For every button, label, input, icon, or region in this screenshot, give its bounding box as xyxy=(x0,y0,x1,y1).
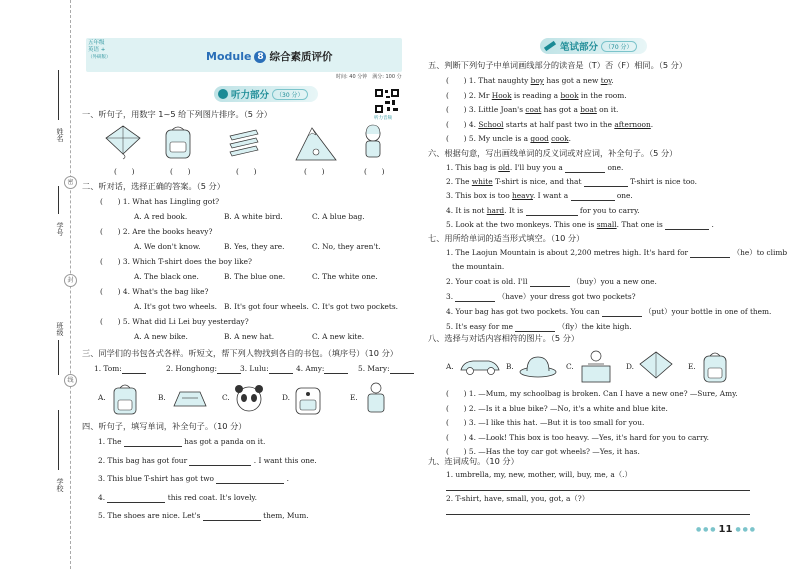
q6-text: for you to carry. xyxy=(577,205,640,215)
q7-item xyxy=(446,322,632,332)
q4-text-after: . xyxy=(284,474,290,483)
q6-text: . I'll buy you a xyxy=(509,163,566,172)
kite-picture xyxy=(100,124,146,160)
q9-answer-line[interactable] xyxy=(446,490,750,491)
q4-line xyxy=(98,511,309,521)
q5-text: ( ) 1. That naughty xyxy=(446,76,531,85)
q5-item[interactable] xyxy=(446,134,571,143)
q5-text: on it. xyxy=(596,105,619,115)
q6-item xyxy=(446,191,633,201)
q5-text: has got a xyxy=(541,105,581,115)
q2-option-c[interactable]: C. A blue bag. xyxy=(312,212,365,221)
pencils-picture xyxy=(226,126,266,160)
q4-text-after: . I want this one. xyxy=(251,455,317,465)
toy-car-picture xyxy=(458,354,502,378)
q7-answer-blank[interactable] xyxy=(455,292,495,302)
underlined-word: cook xyxy=(551,134,569,144)
backpack-picture xyxy=(160,124,196,162)
q3-answer-blank[interactable] xyxy=(217,364,241,374)
q3-name: 3. Lulu: xyxy=(240,364,269,373)
q5-item[interactable] xyxy=(446,91,627,100)
q2-question[interactable]: ( ) 4. What's the bag like? xyxy=(100,287,209,296)
q9-title: 九、连词成句。（10 分） xyxy=(428,456,519,466)
q3-answer-blank[interactable] xyxy=(324,364,348,374)
q8-letter: A. xyxy=(446,362,454,371)
q6-item xyxy=(446,163,623,173)
q6-text: . I want a xyxy=(532,191,571,201)
q2-question[interactable]: ( ) 1. What has Lingling got? xyxy=(100,197,220,206)
q3-letter: A. xyxy=(98,393,106,402)
title-text: 综合素质评价 xyxy=(269,51,333,63)
girl-picture xyxy=(358,124,388,162)
bag-d-picture xyxy=(292,382,324,416)
q5-text: ( ) 5. My uncle is a xyxy=(446,134,531,144)
q5-item[interactable] xyxy=(446,120,653,129)
q6-text: T-shirt is nice too. xyxy=(627,177,697,187)
q8-letter: B. xyxy=(506,362,514,371)
underlined-word: boy xyxy=(530,76,544,85)
underlined-word: boat xyxy=(580,105,597,115)
q7-answer-blank[interactable] xyxy=(515,322,555,332)
schoolbag-e-picture xyxy=(700,350,730,384)
badge-subject: 英语 + xyxy=(88,47,106,53)
q7-item xyxy=(446,307,771,317)
underlined-word: School xyxy=(478,119,504,129)
module-number: 8 xyxy=(254,51,266,63)
q8-item[interactable]: ( ) 1. —Mum, my schoolbag is broken. Can I have a new one? —Sure, Amy. xyxy=(446,389,738,398)
q9-answer-line[interactable] xyxy=(446,514,750,515)
q4-text-before: 2. This bag has got four xyxy=(98,455,190,465)
bag-a-picture xyxy=(110,382,140,416)
q8-item[interactable]: ( ) 3. —I like this hat. —But it is too small for you. xyxy=(446,418,645,428)
q7-text: 5. It's easy for me xyxy=(446,322,516,331)
q2-option-b[interactable]: B. A new hat. xyxy=(224,332,275,341)
q4-line xyxy=(98,493,257,503)
q5-text: ( ) 3. Little Joan's xyxy=(446,105,526,115)
q2-option-b[interactable]: B. The blue one. xyxy=(224,272,286,281)
q3-name-item xyxy=(94,364,146,374)
underlined-word: white xyxy=(471,177,493,187)
q6-title: 六、根据句意，写出画线单词的反义词或对应词，补全句子。（5 分） xyxy=(428,148,678,158)
written-title: 笔试部分 xyxy=(560,42,599,53)
q2-question[interactable]: ( ) 3. Which T-shirt does the boy like? xyxy=(100,257,252,266)
q3-letter: C. xyxy=(222,393,230,402)
q1-blank-4[interactable]: ( ) xyxy=(304,167,325,176)
class-line[interactable] xyxy=(58,340,69,375)
q4-text-before: 5. The shoes are nice. Let's xyxy=(98,511,203,520)
q8-item[interactable]: ( ) 2. —Is it a blue bike? —No, it's a white and blue kite. xyxy=(446,403,668,413)
q3-name-item xyxy=(296,364,348,374)
q7-text: 4. Your bag has got two pockets. You can xyxy=(446,307,602,316)
q1-blank-1[interactable]: ( ) xyxy=(114,167,135,176)
underlined-word: toy xyxy=(600,76,612,85)
school-label: 学校 xyxy=(56,478,64,492)
hat-picture xyxy=(518,352,558,380)
q4-answer-blank[interactable] xyxy=(107,493,165,503)
q2-option-a[interactable]: A. A new bike. xyxy=(134,332,188,341)
q3-name: 5. Mary: xyxy=(358,364,390,373)
q6-answer-blank[interactable] xyxy=(526,206,578,216)
q3-name-item xyxy=(358,364,414,374)
q3-name-item xyxy=(166,364,241,374)
q8-item[interactable]: ( ) 5. —Has the toy car got wheels? —Yes, it has. xyxy=(446,447,640,457)
q4-answer-blank[interactable] xyxy=(124,437,182,447)
q3-name-item xyxy=(240,364,293,374)
underlined-word: old xyxy=(498,163,510,172)
q5-text: in the room. xyxy=(578,90,627,100)
q7-text: 1. The Laojun Mountain is about 2,200 metres high. It's hard for xyxy=(446,248,691,257)
headphone-icon xyxy=(218,89,228,99)
mountain-picture xyxy=(294,122,338,162)
q8-letter: C. xyxy=(566,362,574,371)
q6-text: 2. The xyxy=(446,177,472,187)
q4-text-after: has got a panda on it. xyxy=(181,437,266,446)
underlined-word: coat xyxy=(525,105,542,115)
q5-text: starts at half past two in the xyxy=(503,119,615,129)
time-info: 时间: 40 分钟 满分: 100 分 xyxy=(336,74,402,80)
q7-text: （he）to climb xyxy=(730,248,788,257)
page-number: 11 xyxy=(718,524,733,535)
q6-answer-blank[interactable] xyxy=(665,220,709,230)
q1-blank-5[interactable]: ( ) xyxy=(364,167,385,176)
module-label: Module xyxy=(206,50,252,63)
q6-item xyxy=(446,220,714,230)
q7-item xyxy=(446,277,657,287)
q8-letter: D. xyxy=(626,362,635,371)
q3-name: 4. Amy: xyxy=(296,364,325,373)
q7-item xyxy=(446,292,636,302)
pen-icon xyxy=(544,41,556,51)
qr-code[interactable] xyxy=(374,88,400,114)
q6-text: T-shirt is nice, and that xyxy=(492,177,584,187)
q3-answer-blank[interactable] xyxy=(122,364,146,374)
q9-item: 1. umbrella, my, new, mother, will, buy, me, a（.） xyxy=(446,470,632,479)
listening-score: （30 分） xyxy=(272,89,308,100)
q1-blank-2[interactable]: ( ) xyxy=(170,167,191,176)
q2-option-b[interactable]: B. It's got four wheels. xyxy=(224,302,309,311)
q6-text: . It is xyxy=(504,205,526,215)
q6-item xyxy=(446,177,697,187)
q3-letter: E. xyxy=(350,393,358,402)
q3-letter: B. xyxy=(158,393,166,402)
q2-question[interactable]: ( ) 5. What did Li Lei buy yesterday? xyxy=(100,317,249,326)
q6-text: one. xyxy=(614,191,633,201)
q6-text: 1. This bag is xyxy=(446,163,499,172)
q2-option-a[interactable]: A. We don't know. xyxy=(134,242,201,251)
heavy-box-picture xyxy=(576,348,616,384)
class-label: 班级 xyxy=(56,322,64,336)
school-line[interactable] xyxy=(58,410,69,470)
q5-text: . xyxy=(611,76,614,85)
q1-title: 一、听句子，用数字 1~5 给下列图片排序。（5 分） xyxy=(82,109,272,119)
q7-text: （buy）you a new one. xyxy=(569,277,657,286)
q3-name: 2. Honghong: xyxy=(166,364,217,373)
q1-blank-3[interactable]: ( ) xyxy=(236,167,257,176)
q7-answer-blank[interactable] xyxy=(602,307,642,317)
kite-d-picture xyxy=(636,350,676,382)
q4-answer-blank[interactable] xyxy=(216,474,284,484)
q2-option-c[interactable]: C. The white one. xyxy=(312,272,378,281)
q5-text: has got a new xyxy=(543,76,601,85)
q2-option-b[interactable]: B. Yes, they are. xyxy=(224,242,285,251)
bag-c-panda-picture xyxy=(232,382,266,414)
q4-title: 四、听句子，填写单词，补全句子。（10 分） xyxy=(82,421,247,431)
q4-text-after: this red coat. It's lovely. xyxy=(165,492,257,502)
q4-text-before: 4. xyxy=(98,492,108,502)
q7-answer-blank[interactable] xyxy=(530,277,570,287)
q2-question[interactable]: ( ) 2. Are the books heavy? xyxy=(100,227,213,236)
written-score: （70 分） xyxy=(601,41,637,52)
seal-feng: 封 xyxy=(64,274,77,287)
q2-option-b[interactable]: B. A white bird. xyxy=(224,212,283,221)
q8-letter: E. xyxy=(688,362,696,371)
written-section-header xyxy=(540,38,647,54)
underlined-word: book xyxy=(560,90,579,100)
underlined-word: small xyxy=(596,219,617,229)
q8-title: 八、选择与对话内容相符的图片。（5 分） xyxy=(428,333,580,343)
q4-text-before: 1. The xyxy=(98,437,124,446)
q3-answer-blank[interactable] xyxy=(390,364,414,374)
q3-title: 三、同学们的书包各式各样。听短文，帮下列人物找到各自的书包。（填序号）（10 分） xyxy=(82,348,398,358)
student-no-line[interactable] xyxy=(58,186,69,214)
q2-option-c[interactable]: C. A new kite. xyxy=(312,332,365,341)
q4-text-before: 3. This blue T-shirt has got two xyxy=(98,474,217,483)
q4-line xyxy=(98,456,317,466)
q7-title: 七、用所给单词的适当形式填空。（10 分） xyxy=(428,233,585,243)
q7-text: （fly）the kite high. xyxy=(555,322,632,331)
q5-text: ( ) 2. Mr xyxy=(446,90,492,100)
q5-text: is reading a xyxy=(511,90,561,100)
seal-xian: 线 xyxy=(64,374,77,387)
underlined-word: good xyxy=(530,134,549,144)
page-number-bar: ● ● ● 11 ● ● ● xyxy=(696,524,755,535)
q6-answer-blank[interactable] xyxy=(571,191,615,201)
q4-answer-blank[interactable] xyxy=(189,456,251,466)
q2-option-a[interactable]: A. The black one. xyxy=(134,272,199,281)
underlined-word: hard xyxy=(486,205,505,215)
q4-answer-blank[interactable] xyxy=(203,511,261,521)
q2-option-c[interactable]: C. No, they aren't. xyxy=(312,242,381,251)
q5-title: 五、判断下列句子中单词画线部分的读音是（T）否（F）相同。（5 分） xyxy=(428,60,688,70)
q6-text: one. xyxy=(605,163,624,172)
listening-title: 听力部分 xyxy=(231,90,270,101)
underlined-word: heavy xyxy=(512,191,533,201)
q4-text-after: them, Mum. xyxy=(260,511,309,520)
q6-text: 5. Look at the two monkeys. This one is xyxy=(446,219,597,229)
underlined-word: afternoon xyxy=(614,119,651,129)
q6-answer-blank[interactable] xyxy=(584,177,628,187)
q7-text: （have）your dress got two pockets? xyxy=(495,292,636,301)
q5-text: ( ) 4. xyxy=(446,119,479,129)
listening-section-header xyxy=(214,86,318,102)
name-label: 姓名 xyxy=(56,128,64,142)
q9-item: 2. T-shirt, have, small, you, got, a（?） xyxy=(446,494,590,503)
q7-text: 3. xyxy=(446,292,456,301)
q8-item[interactable]: ( ) 4. —Look! This box is too heavy. —Yes, it's hard for you to carry. xyxy=(446,432,710,442)
badge-edition: （外研版） xyxy=(88,55,111,60)
grade-badge xyxy=(88,40,111,61)
q2-option-a[interactable]: A. A red book. xyxy=(134,212,188,221)
q6-answer-blank[interactable] xyxy=(565,163,605,173)
q5-item[interactable] xyxy=(446,105,618,114)
q6-text: 3. This box is too xyxy=(446,191,513,201)
seal-mi: 密 xyxy=(64,176,77,189)
q7-item xyxy=(452,262,504,271)
q2-option-a[interactable]: A. It's got two wheels. xyxy=(134,302,218,311)
q7-text: （put）your bottle in one of them. xyxy=(641,307,772,316)
qr-label: 听力音频 xyxy=(374,116,392,121)
bag-e-picture xyxy=(362,380,390,416)
q3-answer-blank[interactable] xyxy=(269,364,293,374)
q5-item[interactable] xyxy=(446,76,614,85)
q2-title: 二、听对话，选择正确的答案。（5 分） xyxy=(82,181,225,191)
q4-line xyxy=(98,474,289,484)
q6-item xyxy=(446,206,640,216)
badge-grade: 五年级 xyxy=(88,40,105,46)
q5-text: . xyxy=(568,134,572,144)
page-title xyxy=(206,49,332,64)
underlined-word: Hook xyxy=(491,90,512,100)
q6-text: 4. It is not xyxy=(446,205,487,215)
q7-item xyxy=(446,248,787,258)
q6-text: . That one is xyxy=(616,219,666,229)
name-line[interactable] xyxy=(58,70,69,120)
q6-text: . xyxy=(709,219,714,229)
q7-text: the mountain. xyxy=(452,262,505,271)
q5-text: . xyxy=(650,119,654,129)
q3-name: 1. Tom: xyxy=(94,364,122,373)
q2-option-c[interactable]: C. It's got two pockets. xyxy=(312,302,399,311)
q7-text: 2. Your coat is old. I'll xyxy=(446,277,530,286)
student-no-label: 学号 xyxy=(56,222,64,236)
q4-line xyxy=(98,437,265,447)
bag-b-picture xyxy=(170,386,210,412)
q7-answer-blank[interactable] xyxy=(690,248,730,258)
q3-letter: D. xyxy=(282,393,291,402)
